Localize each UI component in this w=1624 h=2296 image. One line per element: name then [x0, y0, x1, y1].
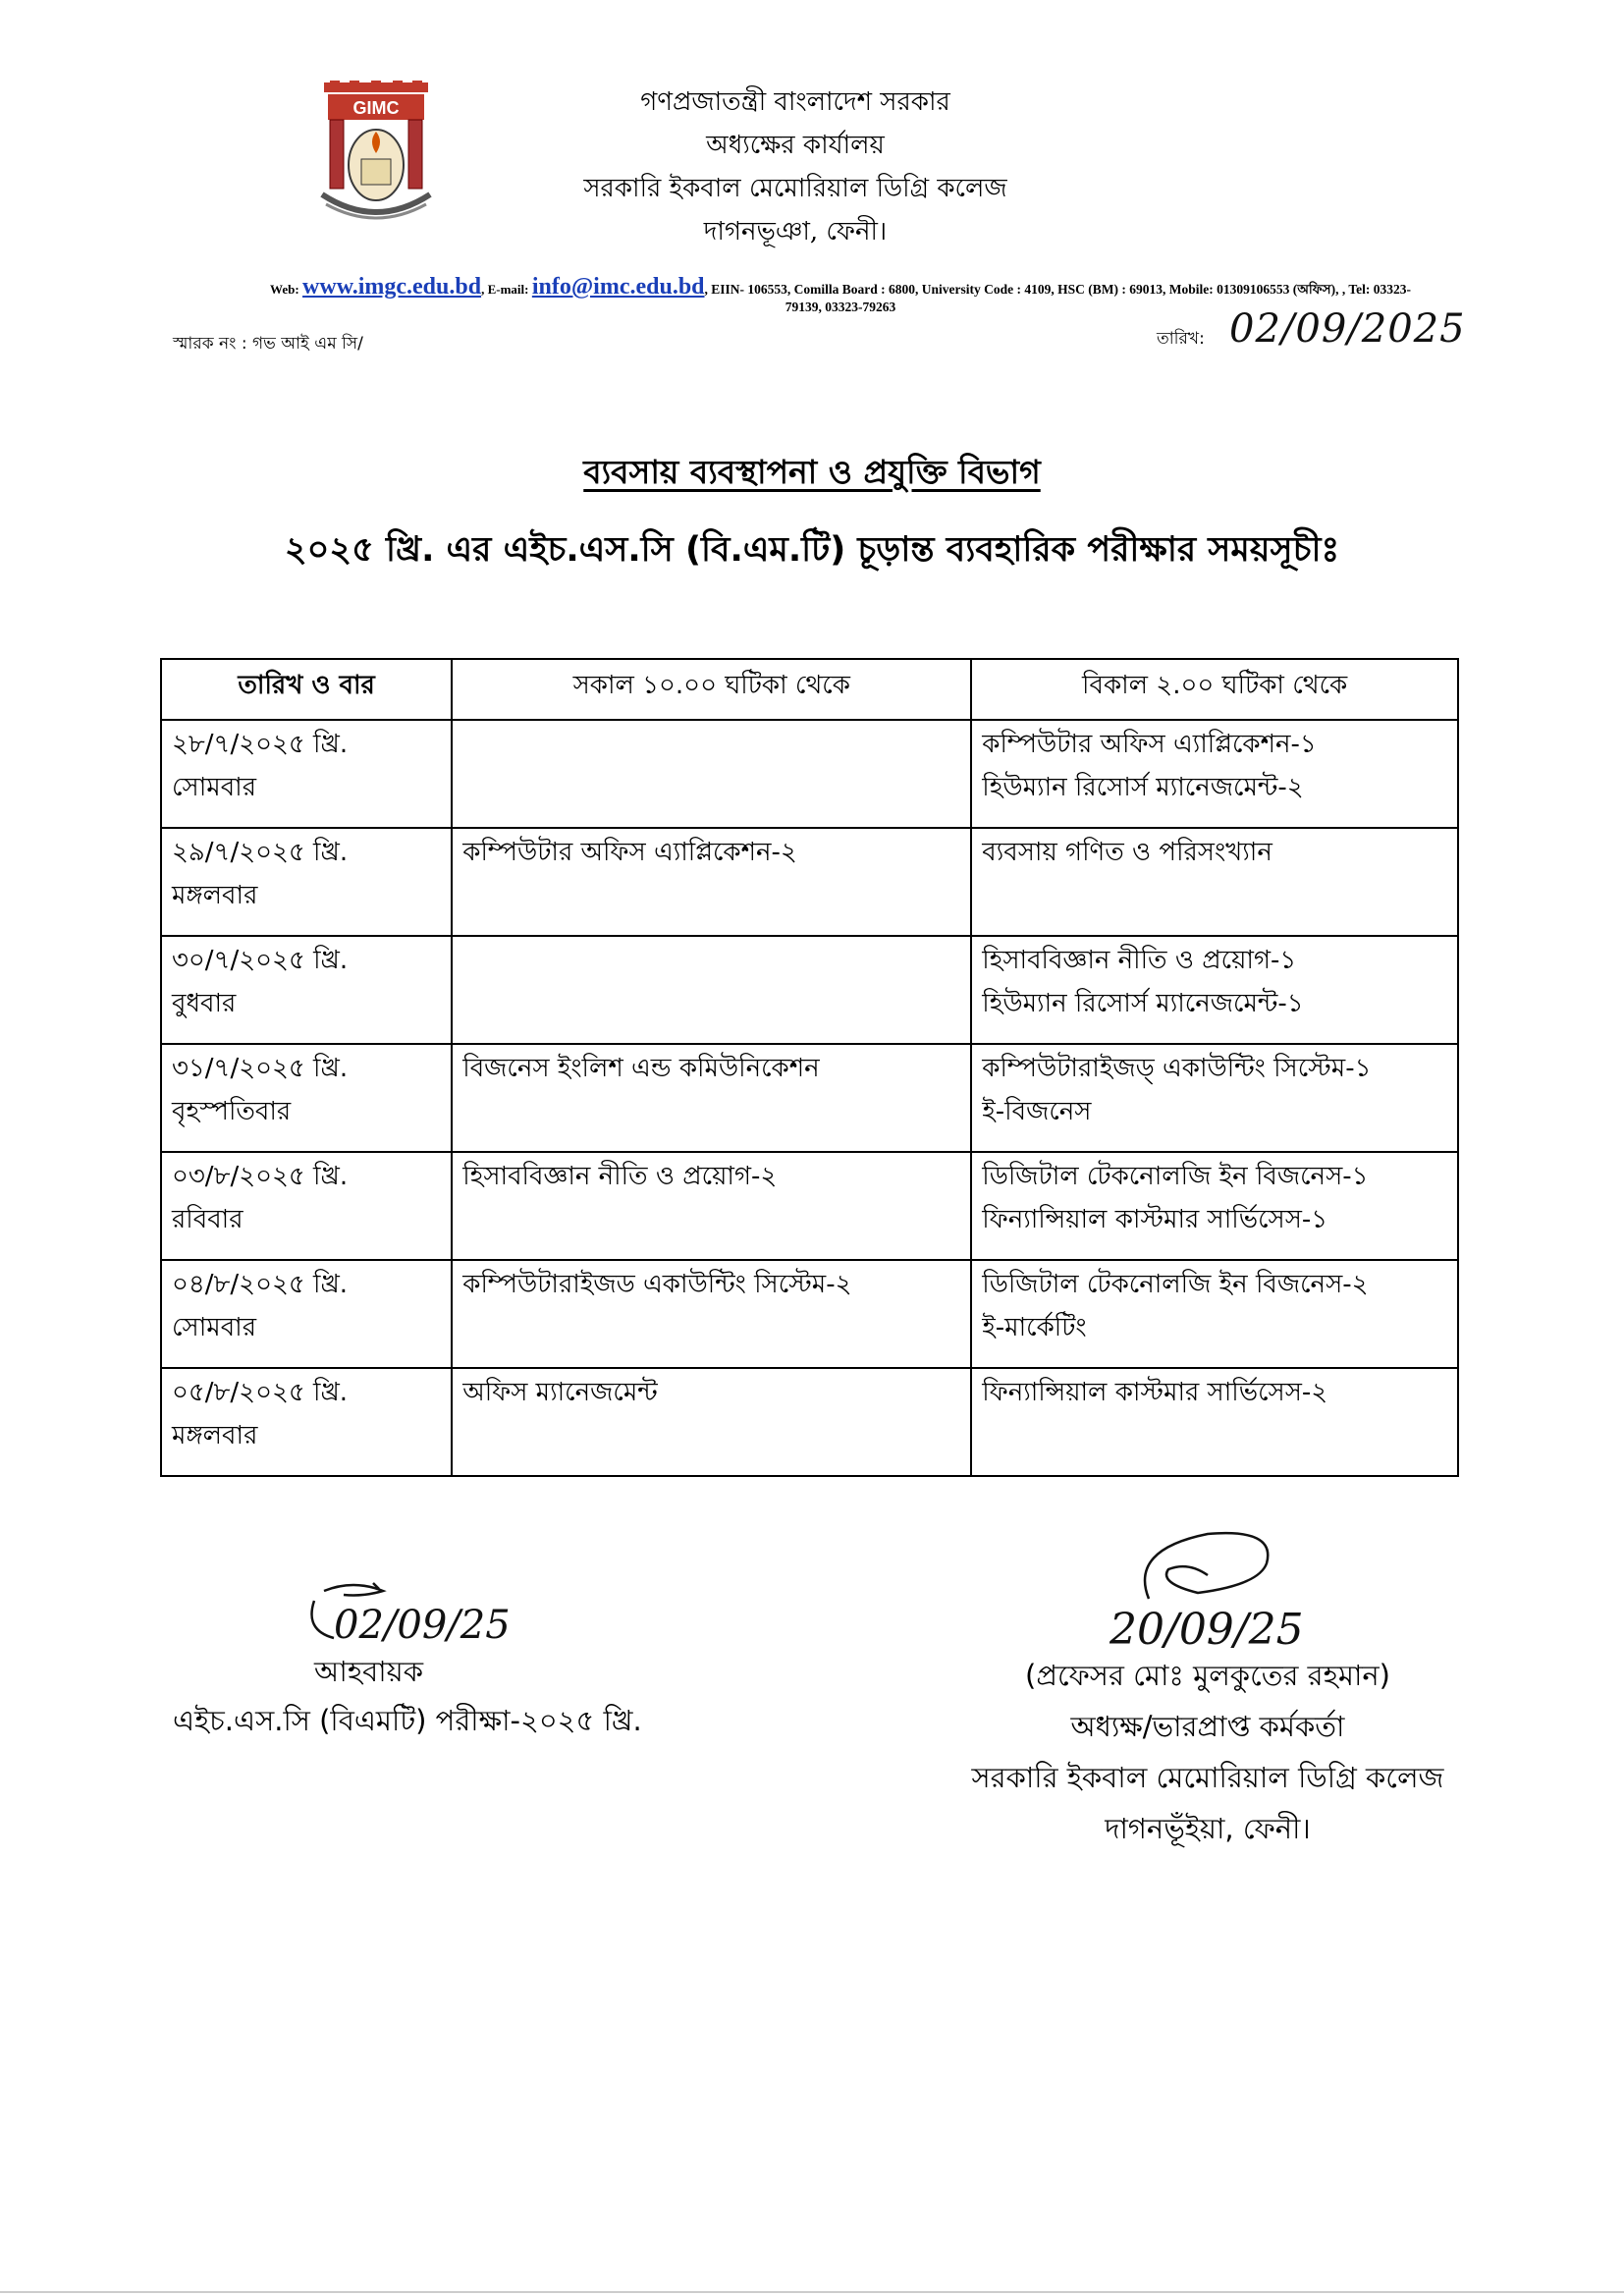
date-label: তারিখ: [1157, 329, 1205, 349]
page-bottom-rule [0, 2291, 1624, 2293]
morning-exam: হিসাববিজ্ঞান নীতি ও প্রয়োগ-২ [462, 1162, 778, 1191]
convener-signature [295, 1561, 589, 1650]
afternoon-exam: ফিন্যান্সিয়াল কাস্টমার সার্ভিসেস-২ [982, 1378, 1328, 1407]
handwritten-date: 02/09/2025 [1229, 306, 1466, 352]
principal-signature-date: 20/09/25 [1110, 1605, 1304, 1648]
header-line-1: গণপ্রজাতন্ত্রী বাংলাদেশ সরকার [640, 87, 950, 117]
government-header [530, 81, 1060, 253]
principal-block [913, 1650, 1502, 1854]
afternoon-exam: হিউম্যান রিসোর্স ম্যানেজমেন্ট-১ [982, 989, 1304, 1018]
header-morning: সকাল ১০.০০ ঘটিকা থেকে [452, 659, 971, 720]
table-row [161, 1044, 1458, 1152]
header-afternoon: বিকাল ২.০০ ঘটিকা থেকে [971, 659, 1458, 720]
afternoon-exam: হিসাববিজ্ঞান নীতি ও প্রয়োগ-১ [982, 946, 1297, 975]
schedule-title: ২০২৫ খ্রি. এর এইচ.এস.সি (বি.এম.টি) চূড়ান্ত ব্যবহারিক পরীক্ষার সময়সূচীঃ [284, 530, 1340, 570]
contact-details: , EIIN- 106553, Comilla Board : 6800, University Code : 4109, HSC (BM) : 69013, Mobile: 01309106553 (অফিস), , Tel: 03323- [704, 282, 1411, 297]
row-date: ০৫/৮/২০২৫ খ্রি. [172, 1378, 349, 1407]
header-date-day: তারিখ ও বার [161, 659, 452, 720]
row-date: ০৩/৮/২০২৫ খ্রি. [172, 1162, 349, 1191]
principal-college: সরকারি ইকবাল মেমোরিয়াল ডিগ্রি কলেজ [971, 1761, 1444, 1794]
row-day: রবিবার [172, 1205, 244, 1234]
row-day: বৃহস্পতিবার [172, 1097, 292, 1126]
afternoon-exam: ডিজিটাল টেকনোলজি ইন বিজনেস-১ [982, 1162, 1369, 1191]
email-link[interactable]: info@imc.edu.bd [531, 274, 705, 300]
afternoon-exam: ফিন্যান্সিয়াল কাস্টমার সার্ভিসেস-১ [982, 1205, 1328, 1234]
row-day: বুধবার [172, 989, 237, 1018]
afternoon-exam: ডিজিটাল টেকনোলজি ইন বিজনেস-২ [982, 1270, 1369, 1299]
row-day: মঙ্গলবার [172, 881, 258, 910]
morning-exam: কম্পিউটারাইজড একাউন্টিং সিস্টেম-২ [462, 1270, 852, 1299]
table-row [161, 936, 1458, 1044]
email-label: , E-mail: [481, 282, 529, 297]
exam-schedule-table [160, 658, 1459, 1477]
afternoon-exam: ই-মার্কেটিং [982, 1313, 1087, 1342]
row-day: মঙ্গলবার [172, 1421, 258, 1450]
principal-signature [1090, 1520, 1384, 1648]
principal-title: অধ্যক্ষ/ভারপ্রাপ্ত কর্মকর্তা [1070, 1710, 1345, 1743]
table-row [161, 828, 1458, 936]
table-header-row [161, 659, 1458, 720]
row-date: ২৯/৭/২০২৫ খ্রি. [172, 838, 349, 867]
morning-exam: বিজনেস ইংলিশ এন্ড কমিউনিকেশন [462, 1054, 820, 1083]
web-label: Web: [270, 282, 299, 297]
memo-number: স্মারক নং : গভ আই এম সি/ [173, 334, 363, 354]
convener-signature-date: 02/09/25 [334, 1603, 511, 1648]
department-title: ব্যবসায় ব্যবস্থাপনা ও প্রযুক্তি বিভাগ [583, 453, 1041, 491]
morning-exam: অফিস ম্যানেজমেন্ট [462, 1378, 658, 1407]
row-day: সোমবার [172, 773, 257, 802]
contact-phones: 79139, 03323-79263 [785, 300, 896, 314]
table-row [161, 720, 1458, 828]
table-row [161, 1368, 1458, 1476]
row-date: ২৮/৭/২০২৫ খ্রি. [172, 730, 349, 759]
logo-text: GIMC [352, 98, 400, 118]
college-logo [316, 81, 436, 226]
principal-place: দাগনভূঁইয়া, ফেনী। [1105, 1812, 1311, 1845]
afternoon-exam: কম্পিউটারাইজড্ একাউন্টিং সিস্টেম-১ [982, 1054, 1372, 1083]
header-line-3: সরকারি ইকবাল মেমোরিয়াল ডিগ্রি কলেজ [583, 174, 1007, 203]
row-date: ০৪/৮/২০২৫ খ্রি. [172, 1270, 349, 1299]
header-line-2: অধ্যক্ষের কার্যালয় [706, 131, 885, 160]
morning-exam: কম্পিউটার অফিস এ্যাপ্লিকেশন-২ [462, 838, 797, 867]
afternoon-exam: হিউম্যান রিসোর্স ম্যানেজমেন্ট-২ [982, 773, 1304, 802]
afternoon-exam: ব্যবসায় গণিত ও পরিসংখ্যান [982, 838, 1272, 867]
header-line-4: দাগনভূঞা, ফেনী। [703, 217, 888, 246]
table-row [161, 1260, 1458, 1368]
afternoon-exam: ই-বিজনেস [982, 1097, 1092, 1126]
website-link[interactable]: www.imgc.edu.bd [302, 274, 482, 300]
row-date: ৩১/৭/২০২৫ খ্রি. [172, 1054, 349, 1083]
afternoon-exam: কম্পিউটার অফিস এ্যাপ্লিকেশন-১ [982, 730, 1317, 759]
convener-label: আহবায়ক [314, 1655, 423, 1688]
row-day: সোমবার [172, 1313, 257, 1342]
principal-name: (প্রফেসর মোঃ মুলকুতের রহমান) [1025, 1659, 1390, 1692]
row-date: ৩০/৭/২০২৫ খ্রি. [172, 946, 349, 975]
table-row [161, 1152, 1458, 1260]
convener-committee: এইচ.এস.সি (বিএমটি) পরীক্ষা-২০২৫ খ্রি. [173, 1704, 642, 1737]
